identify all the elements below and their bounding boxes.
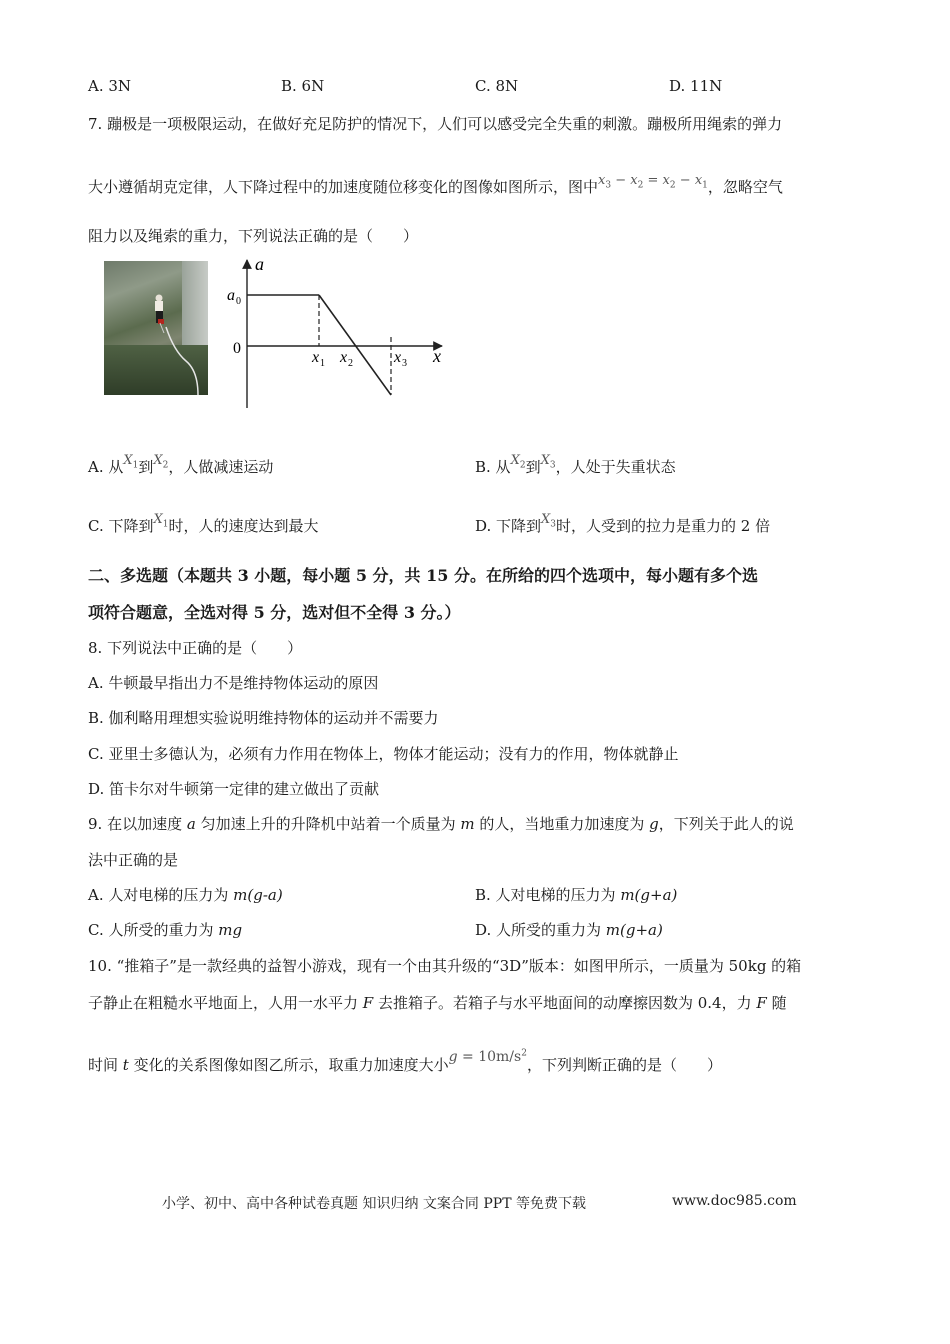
- x2-label: x: [340, 349, 348, 366]
- q7-stem-line2-pre: 大小遵循胡克定律，人下降过程中的加速度随位移变化的图像如图所示，图中: [88, 178, 599, 196]
- q7-option-a[interactable]: A. 从$X_1$到$X_2$，人做减速运动: [88, 453, 274, 476]
- q6-option-d[interactable]: D. 11N: [669, 77, 723, 95]
- footer-promo-text: 小学、初中、高中各种试卷真题 知识归纳 文案合同 PPT 等免费下载: [162, 1196, 586, 1212]
- x2-sub: 2: [348, 358, 353, 369]
- a0-label: a: [227, 287, 235, 304]
- q9-option-c[interactable]: C. 人所受的重力为 mg: [88, 921, 243, 939]
- q10-stem-line3: 时间 t 变化的关系图像如图乙所示，取重力加速度大小$g = 10m/s^2$，下列判断正确的是（ ）: [88, 1048, 722, 1074]
- q8-option-a[interactable]: A. 牛顿最早指出力不是维持物体运动的原因: [88, 674, 379, 692]
- q6-option-a[interactable]: A. 3N: [88, 77, 132, 95]
- origin-label: 0: [233, 340, 241, 357]
- q8-option-c[interactable]: C. 亚里士多德认为，必须有力作用在物体上，物体才能运动；没有力的作用，物体就静止: [88, 745, 679, 763]
- q8-stem: 8. 下列说法中正确的是（ ）: [88, 639, 303, 657]
- a-axis-label: a: [255, 254, 264, 274]
- footer-website-link[interactable]: www.doc985.com: [672, 1193, 797, 1209]
- q9-option-a[interactable]: A. 人对电梯的压力为 m(g-a): [88, 886, 283, 904]
- q7-stem-line2-post: ，忽略空气: [707, 178, 783, 196]
- x-axis-label: x: [433, 346, 441, 366]
- q9-stem-line1: 9. 在以加速度 a 匀加速上升的升降机中站着一个质量为 m 的人，当地重力加速度为 g，下列关于此人的说: [88, 815, 794, 833]
- x1-label: x: [312, 349, 320, 366]
- q7-stem-line1: 7. 蹦极是一项极限运动，在做好充足防护的情况下，人们可以感受完全失重的刺激。蹦极所用绳索的弹力: [88, 115, 783, 133]
- q10-stem-line2: 子静止在粗糙水平地面上，人用一水平力 F 去推箱子。若箱子与水平地面间的动摩擦因数为 0.4，力 F 随: [88, 994, 787, 1012]
- q7-option-b[interactable]: B. 从$X_2$到$X_3$，人处于失重状态: [475, 453, 676, 476]
- q7-formula: $x_3 - x_2 = x_2 - x_1$: [598, 173, 708, 191]
- q8-option-d[interactable]: D. 笛卡尔对牛顿第一定律的建立做出了贡献: [88, 780, 380, 798]
- bungee-photo: [104, 261, 208, 395]
- x3-label: x: [394, 349, 402, 366]
- q6-options: [88, 77, 868, 97]
- section2-heading-line1: 二、多选题（本题共 3 小题，每小题 5 分，共 15 分。在所给的四个选项中，每小题有多个选: [88, 566, 758, 585]
- q8-option-b[interactable]: B. 伽利略用理想实验说明维持物体的运动并不需要力: [88, 709, 439, 727]
- decreasing-line: [319, 295, 391, 395]
- x1-sub: 1: [320, 358, 325, 369]
- a0-sub: 0: [236, 296, 241, 307]
- q10-formula: $g = 10m/s^2$: [448, 1048, 527, 1065]
- q7-option-c[interactable]: C. 下降到$X_1$时，人的速度达到最大: [88, 512, 319, 535]
- rope-line: [164, 321, 204, 395]
- q7-option-d[interactable]: D. 下降到$X_3$时，人受到的拉力是重力的 2 倍: [475, 512, 771, 535]
- q6-option-b[interactable]: B. 6N: [281, 77, 325, 95]
- q7-stem-line3: 阻力以及绳索的重力，下列说法正确的是（ ）: [88, 227, 419, 245]
- q9-option-b[interactable]: B. 人对电梯的压力为 m(g+a): [475, 886, 678, 904]
- q9-option-d[interactable]: D. 人所受的重力为 m(g+a): [475, 921, 663, 939]
- q7-stem-line2: [88, 173, 783, 199]
- q10-stem-line1: 10. “推箱子”是一款经典的益智小游戏，现有一个由其升级的“3D”版本：如图甲所示，一质量为 50kg 的箱: [88, 957, 802, 975]
- section2-heading-line2: 项符合题意，全选对得 5 分，选对但不全得 3 分。）: [88, 603, 461, 622]
- q6-option-c[interactable]: C. 8N: [475, 77, 519, 95]
- q9-stem-line2: 法中正确的是: [88, 851, 179, 869]
- acceleration-displacement-graph: [220, 252, 450, 412]
- x3-sub: 3: [402, 358, 407, 369]
